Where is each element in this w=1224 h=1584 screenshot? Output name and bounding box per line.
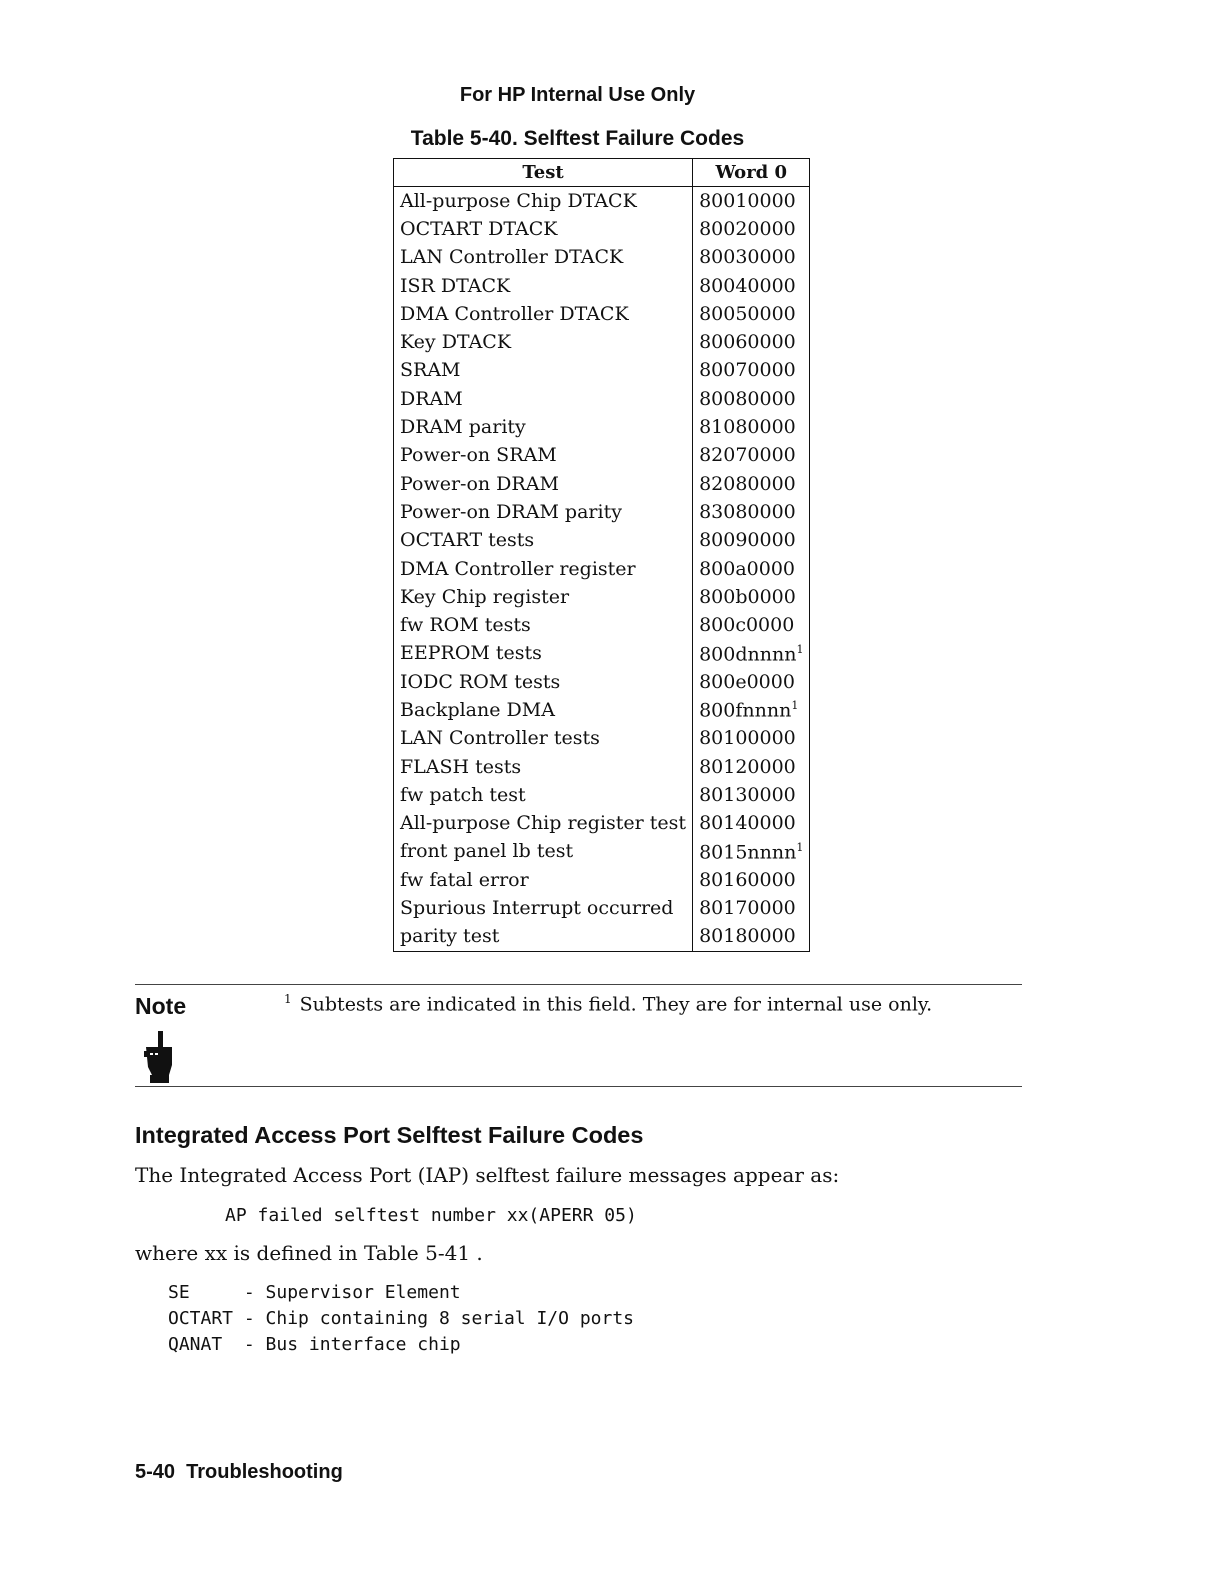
column-header-word0: Word 0 (693, 159, 810, 187)
table-row (394, 696, 810, 724)
table-row (394, 781, 810, 809)
word0-code: 80020000 (699, 217, 796, 240)
word0-code-cell (693, 583, 810, 611)
word0-code: 80160000 (699, 868, 796, 891)
word0-code: 80060000 (699, 331, 796, 354)
word0-code-cell (693, 725, 810, 753)
test-name-cell: All-purpose Chip register test (394, 810, 693, 838)
word0-code: 82070000 (699, 444, 796, 467)
word0-code: 81080000 (699, 416, 796, 439)
word0-code-cell (693, 753, 810, 781)
footnote-mark: 1 (796, 642, 804, 656)
footnote-mark: 1 (796, 840, 804, 854)
test-name-cell: Power-on SRAM (394, 442, 693, 470)
test-name-cell: DRAM parity (394, 413, 693, 441)
abbreviation-definition: Bus interface chip (265, 1334, 461, 1355)
table-row (394, 894, 810, 922)
test-name-cell: parity test (394, 923, 693, 952)
table-row (394, 244, 810, 272)
table-row (394, 272, 810, 300)
word0-code-cell (693, 555, 810, 583)
table-row (394, 470, 810, 498)
table-row (394, 640, 810, 668)
abbreviation-term: SE (168, 1282, 234, 1303)
table-row (394, 328, 810, 356)
where-paragraph: where xx is defined in Table 5-41 . (135, 1241, 483, 1265)
table-row (394, 583, 810, 611)
abbreviation-term: QANAT (168, 1334, 234, 1355)
abbreviation-separator: - (233, 1334, 266, 1355)
word0-code-cell (693, 923, 810, 952)
test-name-cell: Key DTACK (394, 328, 693, 356)
test-name-cell: Power-on DRAM parity (394, 498, 693, 526)
abbreviation-definition: Supervisor Element (265, 1282, 461, 1303)
test-name-cell: fw patch test (394, 781, 693, 809)
word0-code: 80010000 (699, 189, 796, 212)
test-name-cell: DMA Controller register (394, 555, 693, 583)
footnote-mark: 1 (284, 992, 292, 1006)
intro-paragraph: The Integrated Access Port (IAP) selftest failure messages appear as: (135, 1163, 840, 1187)
table-caption: Table 5-40. Selftest Failure Codes (410, 127, 745, 150)
word0-code-cell (693, 894, 810, 922)
table-row (394, 300, 810, 328)
word0-code: 800b0000 (699, 585, 796, 608)
word0-code: 80180000 (699, 925, 796, 948)
word0-code: 80120000 (699, 755, 796, 778)
column-header-test: Test (394, 159, 693, 187)
test-name-cell: LAN Controller tests (394, 725, 693, 753)
table-row (394, 498, 810, 526)
word0-code: 82080000 (699, 472, 796, 495)
word0-code-cell (693, 300, 810, 328)
word0-code-cell (693, 640, 810, 668)
word0-code: 80050000 (699, 302, 796, 325)
word0-code-cell (693, 611, 810, 639)
test-name-cell: FLASH tests (394, 753, 693, 781)
word0-code-cell (693, 413, 810, 441)
abbreviation-separator: - (233, 1282, 266, 1303)
test-name-cell: Backplane DMA (394, 696, 693, 724)
abbreviation-definition: Chip containing 8 serial I/O ports (265, 1308, 635, 1329)
table-row (394, 413, 810, 441)
table-row (394, 725, 810, 753)
table-row (394, 215, 810, 243)
abbreviation-separator: - (233, 1308, 266, 1329)
word0-code: 80080000 (699, 387, 796, 410)
test-name-cell: fw ROM tests (394, 611, 693, 639)
word0-code-cell (693, 498, 810, 526)
word0-code-cell (693, 838, 810, 866)
word0-code: 80170000 (699, 897, 796, 920)
word0-code-cell (693, 357, 810, 385)
word0-code: 80100000 (699, 727, 796, 750)
test-name-cell: All-purpose Chip DTACK (394, 187, 693, 216)
page-footer: 5-40 Troubleshooting (135, 1461, 343, 1483)
word0-code-cell (693, 328, 810, 356)
word0-code-cell (693, 810, 810, 838)
word0-code: 800fnnnn (699, 699, 792, 722)
table-row (394, 187, 810, 216)
word0-code: 83080000 (699, 500, 796, 523)
table-row (394, 838, 810, 866)
test-name-cell: front panel lb test (394, 838, 693, 866)
test-name-cell: SRAM (394, 357, 693, 385)
word0-code-cell (693, 668, 810, 696)
table-row (394, 611, 810, 639)
table-row (394, 923, 810, 952)
internal-use-note: For HP Internal Use Only (459, 84, 696, 106)
test-name-cell: DMA Controller DTACK (394, 300, 693, 328)
test-name-cell: Spurious Interrupt occurred (394, 894, 693, 922)
test-name-cell: IODC ROM tests (394, 668, 693, 696)
abbreviation-list (168, 1280, 634, 1358)
word0-code-cell (693, 215, 810, 243)
footnote-mark: 1 (791, 699, 799, 713)
pointing-hand-icon (141, 1031, 177, 1083)
word0-code-cell (693, 781, 810, 809)
abbreviation-item (168, 1332, 634, 1358)
test-name-cell: DRAM (394, 385, 693, 413)
test-name-cell: fw fatal error (394, 866, 693, 894)
table-row (394, 527, 810, 555)
word0-code: 800c0000 (699, 614, 795, 637)
word0-code: 80140000 (699, 812, 796, 835)
table-row (394, 810, 810, 838)
word0-code: 80090000 (699, 529, 796, 552)
test-name-cell: LAN Controller DTACK (394, 244, 693, 272)
word0-code: 80040000 (699, 274, 796, 297)
abbreviation-item (168, 1280, 634, 1306)
table-row (394, 385, 810, 413)
word0-code: 80070000 (699, 359, 796, 382)
note-top-rule (135, 984, 1022, 985)
word0-code: 8015nnnn (699, 841, 797, 864)
word0-code: 800dnnnn (699, 643, 797, 666)
word0-code-cell (693, 385, 810, 413)
word0-code-cell (693, 866, 810, 894)
word0-code-cell (693, 244, 810, 272)
table-row (394, 866, 810, 894)
table-row (394, 357, 810, 385)
word0-code: 80130000 (699, 783, 796, 806)
section-heading: Integrated Access Port Selftest Failure Codes (135, 1122, 644, 1148)
table-row (394, 555, 810, 583)
word0-code-cell (693, 527, 810, 555)
test-name-cell: ISR DTACK (394, 272, 693, 300)
table-row (394, 442, 810, 470)
word0-code: 800a0000 (699, 557, 796, 580)
word0-code-cell (693, 470, 810, 498)
word0-code-cell (693, 187, 810, 216)
note-bottom-rule (135, 1086, 1022, 1087)
word0-code-cell (693, 442, 810, 470)
word0-code-cell (693, 272, 810, 300)
test-name-cell: Power-on DRAM (394, 470, 693, 498)
word0-code: 80030000 (699, 246, 796, 269)
abbreviation-term: OCTART (168, 1308, 234, 1329)
selftest-codes-table (393, 158, 810, 952)
word0-code-cell (693, 696, 810, 724)
table-row (394, 668, 810, 696)
table-header-row (394, 159, 810, 187)
abbreviation-item (168, 1306, 634, 1332)
table-row (394, 753, 810, 781)
note-text (284, 992, 932, 1015)
note-label: Note (135, 993, 187, 1019)
word0-code: 800e0000 (699, 670, 795, 693)
table-body (394, 187, 810, 952)
selftest-message: AP failed selftest number xx(APERR 05) (225, 1205, 637, 1226)
test-name-cell: OCTART DTACK (394, 215, 693, 243)
test-name-cell: EEPROM tests (394, 640, 693, 668)
note-body: Subtests are indicated in this field. They are for internal use only. (299, 993, 933, 1016)
test-name-cell: OCTART tests (394, 527, 693, 555)
test-name-cell: Key Chip register (394, 583, 693, 611)
